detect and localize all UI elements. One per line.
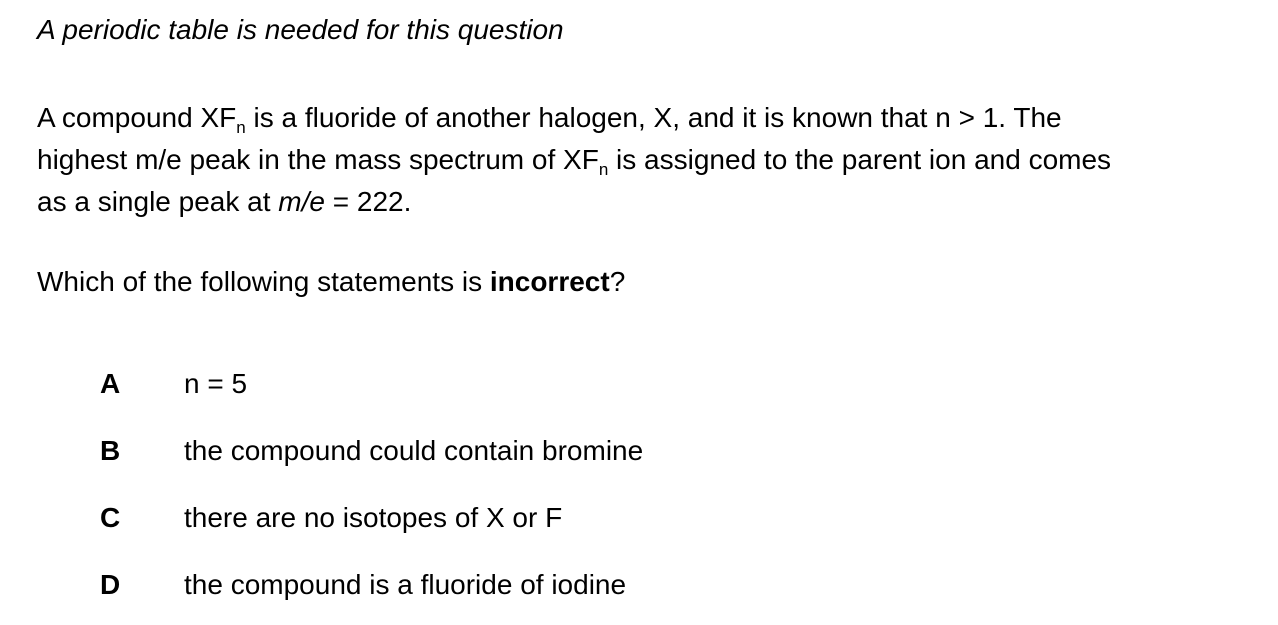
stem-line-2 [37,139,1275,181]
option-c-text: there are no isotopes of X or F [184,502,563,533]
stem-line-2-text-a: highest m/e peak in the mass spectrum of XF [37,144,599,175]
option-a-letter: A [100,368,121,399]
option-d[interactable] [0,565,1278,605]
option-b-text: the compound could contain bromine [184,435,644,466]
option-a[interactable] [0,364,1278,404]
stem-line-1-subscript: n [236,118,246,137]
stem-line-3 [37,181,1275,223]
stem-line-2-text-b: is assigned to the parent ion and comes [608,144,1112,175]
stem-line-3-text-a: as a single peak at [37,186,279,217]
option-c-letter: C [100,502,121,533]
stem-line-3-text-b: = 222. [324,186,412,217]
stem-line-1-text-b: is a fluoride of another halogen, X, and it is known that n > 1. The [245,102,1062,133]
periodic-table-note: A periodic table is needed for this question [37,14,564,45]
question-suffix: ? [609,266,626,297]
stem-line-1-text-a: A compound XF [37,102,237,133]
question-prefix: Which of the following statements is [37,266,490,297]
question-emphasis: incorrect [489,266,610,297]
option-c[interactable] [0,498,1278,538]
stem-line-1 [37,97,1275,139]
option-b[interactable] [0,431,1278,471]
stem-line-3-italic: m/e [278,186,325,217]
option-b-letter: B [100,435,121,466]
option-d-letter: D [100,569,121,600]
stem-line-2-subscript: n [598,160,609,179]
option-d-text: the compound is a fluoride of iodine [184,569,627,600]
option-a-text: n = 5 [184,368,248,399]
question-stem [37,97,1275,223]
question-prompt [37,264,625,300]
